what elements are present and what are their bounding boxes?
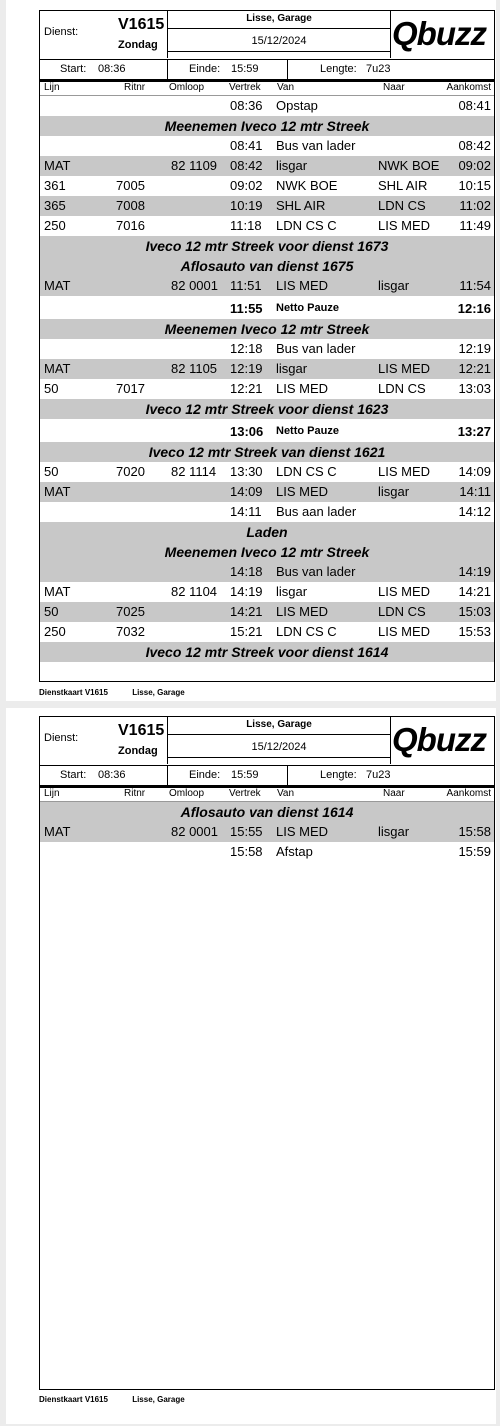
dienst-label: Dienst: — [44, 732, 79, 744]
lijn-cell: 50 — [44, 464, 59, 479]
table-row — [40, 379, 494, 399]
naar-cell: lisgar — [378, 278, 410, 293]
table-row — [40, 622, 494, 642]
col-lijn: Lijn — [44, 788, 60, 799]
aankomst-cell: 08:41 — [458, 98, 491, 113]
naar-cell: NWK BOE — [378, 158, 440, 173]
aankomst-cell: 15:53 — [458, 624, 491, 639]
naar-cell: LIS MED — [378, 584, 431, 599]
col-naar: Naar — [383, 82, 405, 93]
table-row — [40, 462, 494, 482]
schedule-header — [40, 11, 494, 60]
time-bar — [40, 766, 494, 788]
table-row — [40, 502, 494, 522]
aankomst-cell: 15:58 — [458, 824, 491, 839]
time-bar — [40, 60, 494, 82]
lijn-cell: MAT — [44, 484, 71, 499]
vertrek-cell: 15:58 — [230, 844, 263, 859]
pause-label: Netto Pauze — [276, 425, 339, 437]
ritnr-cell: 7025 — [116, 604, 145, 619]
vertrek-cell: 12:21 — [230, 381, 263, 396]
footer-label: Dienstkaart — [39, 1395, 83, 1404]
van-cell: lisgar — [276, 584, 308, 599]
aankomst-cell: 12:21 — [458, 361, 491, 376]
divider — [168, 51, 390, 52]
table-row — [40, 216, 494, 236]
dienstkaart-page-1 — [6, 0, 496, 701]
schedule-rows — [40, 802, 494, 862]
ritnr-cell: 7017 — [116, 381, 145, 396]
vertrek-cell: 12:19 — [230, 361, 263, 376]
schedule-rows — [40, 96, 494, 662]
naar-cell: LIS MED — [378, 624, 431, 639]
ritnr-cell: 7008 — [116, 198, 145, 213]
dienstkaart-page-2 — [6, 708, 496, 1424]
naar-cell: LIS MED — [378, 361, 431, 376]
section-header: Iveco 12 mtr Streek van dienst 1621 — [40, 442, 494, 462]
vertrek-cell: 08:36 — [230, 98, 263, 113]
section-header: Iveco 12 mtr Streek voor dienst 1614 — [40, 642, 494, 662]
location-date-box — [167, 11, 391, 58]
table-row — [40, 339, 494, 359]
col-lijn: Lijn — [44, 82, 60, 93]
aankomst-cell: 14:09 — [458, 464, 491, 479]
aankomst-cell: 13:03 — [458, 381, 491, 396]
dienst-id: V1615 — [118, 16, 165, 33]
aankomst-cell: 11:49 — [459, 218, 491, 233]
page-footer — [39, 1395, 185, 1404]
vertrek-cell: 13:30 — [230, 464, 263, 479]
lijn-cell: MAT — [44, 361, 71, 376]
omloop-cell: 82 1104 — [171, 584, 218, 599]
section-header: Iveco 12 mtr Streek voor dienst 1673 — [40, 236, 494, 256]
naar-cell: LIS MED — [378, 464, 431, 479]
lijn-cell: MAT — [44, 278, 71, 293]
column-headers — [40, 788, 494, 802]
table-row — [40, 602, 494, 622]
table-row — [40, 482, 494, 502]
page-footer — [39, 688, 185, 697]
lijn-cell: 50 — [44, 381, 59, 396]
table-row — [40, 842, 494, 862]
vertrek-cell: 08:41 — [230, 138, 263, 153]
vertrek-cell: 14:21 — [230, 604, 263, 619]
aankomst-cell: 12:19 — [458, 341, 491, 356]
section-header: Iveco 12 mtr Streek voor dienst 1623 — [40, 399, 494, 419]
footer-label: Dienstkaart — [39, 688, 83, 697]
vertrek-cell: 10:19 — [230, 198, 263, 213]
footer-dienst-id: V1615 — [84, 688, 108, 697]
van-cell: LIS MED — [276, 824, 329, 839]
pause-label: Netto Pauze — [276, 302, 339, 314]
einde-time: 15:59 — [231, 769, 259, 781]
section-header: Meenemen Iveco 12 mtr Streek — [40, 542, 494, 562]
van-cell: LIS MED — [276, 381, 329, 396]
table-row — [40, 562, 494, 582]
pause-row — [40, 296, 494, 319]
vertrek-cell: 14:09 — [230, 484, 263, 499]
col-vertrek: Vertrek — [229, 82, 261, 93]
naar-cell: LDN CS — [378, 198, 426, 213]
aankomst-cell: 12:16 — [457, 301, 491, 316]
start-label: Start: — [60, 63, 87, 75]
date: 15/12/2024 — [251, 35, 307, 47]
lengte-value: 7u23 — [366, 769, 391, 781]
table-row — [40, 196, 494, 216]
naar-cell: SHL AIR — [378, 178, 428, 193]
col-aankomst: Aankomst — [446, 82, 491, 93]
ritnr-cell: 7020 — [116, 464, 145, 479]
omloop-cell: 82 0001 — [171, 278, 218, 293]
naar-cell: LDN CS — [378, 381, 426, 396]
van-cell: LDN CS C — [276, 624, 337, 639]
start-label: Start: — [60, 769, 87, 781]
table-row — [40, 582, 494, 602]
vertrek-cell: 12:18 — [230, 341, 263, 356]
table-row — [40, 156, 494, 176]
table-row — [40, 176, 494, 196]
vertrek-cell: 11:51 — [230, 278, 262, 293]
van-cell: Opstap — [276, 98, 318, 113]
lijn-cell: 365 — [44, 198, 66, 213]
van-cell: LIS MED — [276, 484, 329, 499]
van-cell: LIS MED — [276, 278, 329, 293]
einde-label: Einde: — [189, 769, 221, 781]
lengte-label: Lengte: — [320, 769, 357, 781]
naar-cell: lisgar — [378, 484, 410, 499]
location: Lisse, Garage — [168, 13, 390, 29]
aankomst-cell: 09:02 — [458, 158, 491, 173]
van-cell: Afstap — [276, 844, 313, 859]
divider — [287, 60, 288, 79]
van-cell: Bus aan lader — [276, 504, 357, 519]
dienst-label: Dienst: — [44, 26, 79, 38]
lijn-cell: MAT — [44, 158, 71, 173]
lijn-cell: 361 — [44, 178, 66, 193]
vertrek-cell: 14:19 — [230, 584, 263, 599]
naar-cell: LIS MED — [378, 218, 431, 233]
ritnr-cell: 7032 — [116, 624, 145, 639]
table-row — [40, 96, 494, 116]
van-cell: Bus van lader — [276, 341, 356, 356]
table-row — [40, 359, 494, 379]
table-row — [40, 136, 494, 156]
day-label: Zondag — [118, 39, 158, 51]
start-time: 08:36 — [98, 769, 126, 781]
aankomst-cell: 15:59 — [458, 844, 491, 859]
day-label: Zondag — [118, 745, 158, 757]
naar-cell: LDN CS — [378, 604, 426, 619]
vertrek-cell: 15:21 — [230, 624, 263, 639]
omloop-cell: 82 0001 — [171, 824, 218, 839]
footer-dienst-id: V1615 — [84, 1395, 108, 1404]
ritnr-cell: 7005 — [116, 178, 145, 193]
col-omloop: Omloop — [169, 788, 205, 799]
aankomst-cell: 15:03 — [458, 604, 491, 619]
vertrek-cell: 14:11 — [230, 504, 262, 519]
van-cell: LDN CS C — [276, 464, 337, 479]
table-row — [40, 276, 494, 296]
pause-row — [40, 419, 494, 442]
aankomst-cell: 13:27 — [457, 424, 491, 439]
col-omloop: Omloop — [169, 82, 205, 93]
section-header: Aflosauto van dienst 1675 — [40, 256, 494, 276]
aankomst-cell: 10:15 — [458, 178, 491, 193]
qbuzz-logo: Qbuzz — [392, 721, 486, 758]
col-naar: Naar — [383, 788, 405, 799]
van-cell: LDN CS C — [276, 218, 337, 233]
section-header: Meenemen Iveco 12 mtr Streek — [40, 319, 494, 339]
col-van: Van — [277, 82, 295, 93]
van-cell: NWK BOE — [276, 178, 338, 193]
aankomst-cell: 14:12 — [458, 504, 491, 519]
van-cell: Bus van lader — [276, 138, 356, 153]
lijn-cell: MAT — [44, 584, 71, 599]
col-aankomst: Aankomst — [446, 788, 491, 799]
van-cell: lisgar — [276, 361, 308, 376]
col-van: Van — [277, 788, 295, 799]
dienst-id: V1615 — [118, 722, 165, 739]
lengte-value: 7u23 — [366, 63, 391, 75]
footer-location: Lisse, Garage — [132, 1395, 185, 1404]
col-ritnr: Ritnr — [124, 788, 146, 799]
section-header: Aflosauto van dienst 1614 — [40, 802, 494, 822]
van-cell: Bus van lader — [276, 564, 356, 579]
footer-location: Lisse, Garage — [132, 688, 185, 697]
qbuzz-logo: Qbuzz — [392, 15, 486, 52]
location-date-box — [167, 717, 391, 764]
vertrek-cell: 08:42 — [230, 158, 263, 173]
omloop-cell: 82 1114 — [171, 464, 217, 479]
lijn-cell: 250 — [44, 218, 66, 233]
lijn-cell: 250 — [44, 624, 66, 639]
section-header: Laden — [40, 522, 494, 542]
date: 15/12/2024 — [251, 741, 307, 753]
omloop-cell: 82 1109 — [171, 158, 218, 173]
aankomst-cell: 14:11 — [459, 484, 491, 499]
vertrek-cell: 14:18 — [230, 564, 263, 579]
col-vertrek: Vertrek — [229, 788, 261, 799]
vertrek-cell: 09:02 — [230, 178, 263, 193]
naar-cell: lisgar — [378, 824, 410, 839]
vertrek-cell: 11:55 — [230, 301, 263, 316]
divider — [167, 60, 168, 79]
vertrek-cell: 15:55 — [230, 824, 263, 839]
divider — [287, 766, 288, 785]
column-headers — [40, 82, 494, 96]
start-time: 08:36 — [98, 63, 126, 75]
aankomst-cell: 14:19 — [458, 564, 491, 579]
aankomst-cell: 11:02 — [459, 198, 491, 213]
schedule-header — [40, 717, 494, 766]
omloop-cell: 82 1105 — [171, 361, 218, 376]
section-header: Meenemen Iveco 12 mtr Streek — [40, 116, 494, 136]
vertrek-cell: 13:06 — [230, 424, 264, 439]
divider — [167, 766, 168, 785]
einde-label: Einde: — [189, 63, 221, 75]
vertrek-cell: 11:18 — [230, 218, 262, 233]
aankomst-cell: 14:21 — [458, 584, 491, 599]
einde-time: 15:59 — [231, 63, 259, 75]
aankomst-cell: 11:54 — [459, 278, 491, 293]
lijn-cell: MAT — [44, 824, 71, 839]
van-cell: LIS MED — [276, 604, 329, 619]
van-cell: SHL AIR — [276, 198, 326, 213]
schedule-frame — [39, 716, 495, 1390]
col-ritnr: Ritnr — [124, 82, 146, 93]
divider — [168, 757, 390, 758]
location: Lisse, Garage — [168, 719, 390, 735]
ritnr-cell: 7016 — [116, 218, 145, 233]
schedule-frame — [39, 10, 495, 682]
lengte-label: Lengte: — [320, 63, 357, 75]
lijn-cell: 50 — [44, 604, 59, 619]
van-cell: lisgar — [276, 158, 308, 173]
table-row — [40, 822, 494, 842]
aankomst-cell: 08:42 — [458, 138, 491, 153]
